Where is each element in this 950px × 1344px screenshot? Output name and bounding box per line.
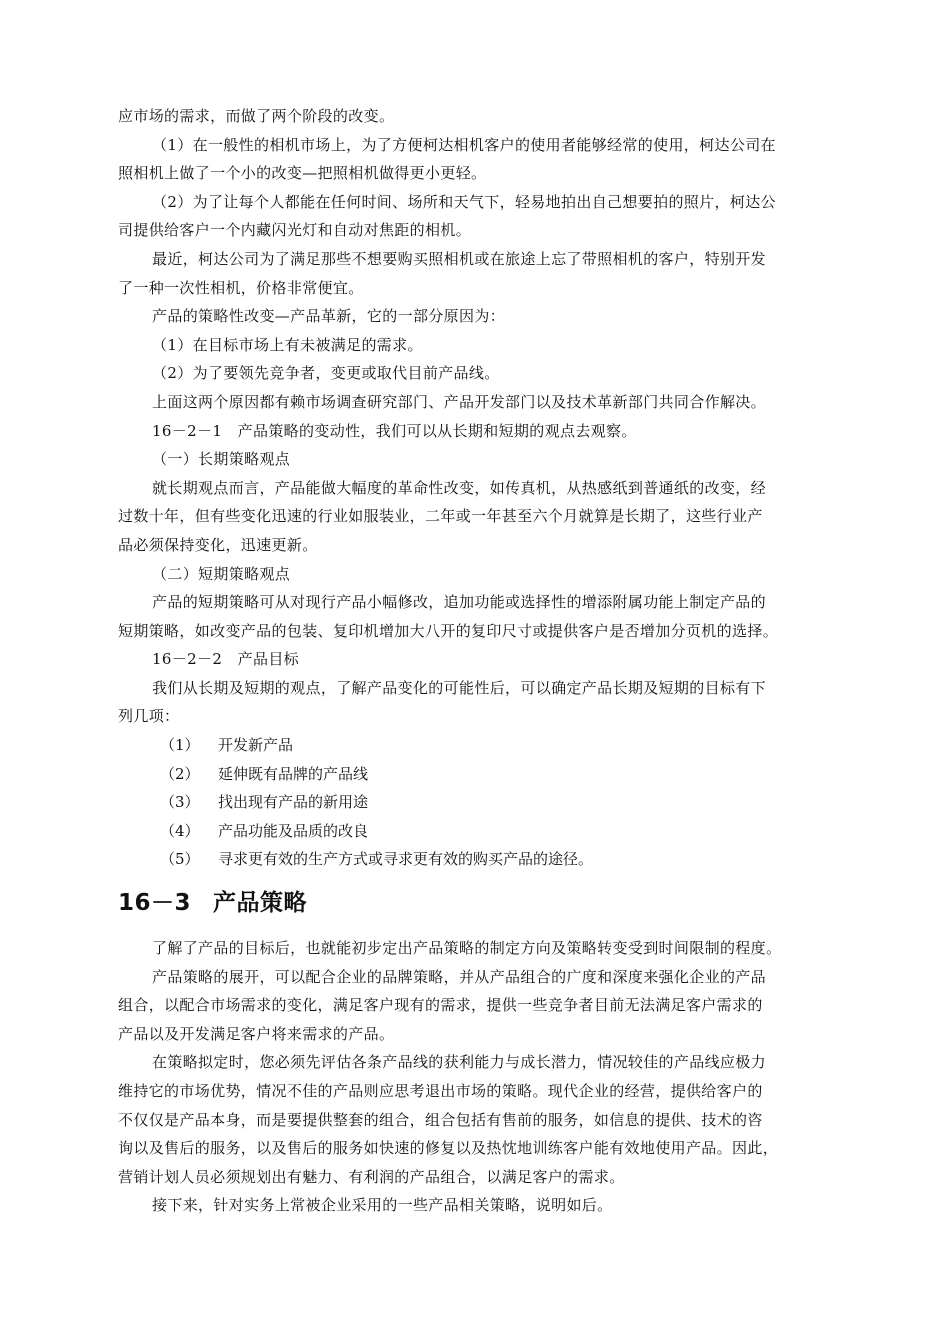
section-number: 16－3 [118, 890, 192, 917]
text-line: 不仅仅是产品本身，而是要提供整套的组合，组合包括有售前的服务，如信息的提供、技术的咨 [118, 1110, 763, 1129]
text-line: 维持它的市场优势，情况不佳的产品则应思考退出市场的策略。现代企业的经营，提供给客户的 [118, 1082, 763, 1100]
list-item-number: （1） [160, 736, 200, 755]
section-title: 产品策略 [213, 890, 308, 917]
text-line: 产品策略的展开，可以配合企业的品牌策略，并从产品组合的广度和深度来强化企业的产品 [152, 967, 767, 986]
text-line: 16－2－1 产品策略的变动性，我们可以从长期和短期的观点去观察。 [152, 421, 637, 440]
list-item-number: （5） [160, 850, 200, 869]
text-line: 短期策略，如改变产品的包装、复印机增加大八开的复印尺寸或提供客户是否增加分页机的选择。 [118, 621, 779, 640]
text-line: 了一种一次性相机，价格非常便宜。 [118, 278, 364, 297]
text-line: （2）为了要领先竞争者，变更或取代目前产品线。 [152, 364, 500, 383]
text-line: （一）长期策略观点 [152, 450, 291, 469]
list-item [118, 731, 836, 760]
section-heading [118, 886, 836, 920]
text-line: （2）为了让每个人都能在任何时间、场所和天气下，轻易地拍出自己想要拍的照片，柯达公 [152, 192, 776, 211]
text-line: 就长期观点而言，产品能做大幅度的革命性改变，如传真机，从热感纸到普通纸的改变，经 [152, 478, 767, 497]
text-line: 品必须保持变化，迅速更新。 [118, 535, 318, 554]
list-item [118, 845, 836, 874]
text-line: 照相机上做了一个小的改变—把照相机做得更小更轻。 [118, 164, 487, 183]
objective-list [118, 731, 836, 874]
list-item-text: 寻求更有效的生产方式或寻求更有效的购买产品的途径。 [218, 850, 594, 869]
text-line: 产品的短期策略可从对现行产品小幅修改，追加功能或选择性的增添附属功能上制定产品的 [152, 593, 767, 612]
list-item-number: （2） [160, 764, 200, 783]
text-line: 最近，柯达公司为了满足那些不想要购买照相机或在旅途上忘了带照相机的客户，特别开发 [152, 249, 767, 268]
text-line: 在策略拟定时，您必须先评估各条产品线的获利能力与成长潜力，情况较佳的产品线应极力 [152, 1053, 767, 1072]
list-item [118, 760, 836, 789]
text-line: 询以及售后的服务，以及售后的服务如快速的修复以及热忱地训练客户能有效地使用产品。因此， [118, 1139, 779, 1158]
text-line: 司提供给客户一个内藏闪光灯和自动对焦距的相机。 [118, 221, 472, 240]
list-item-text: 延伸既有品牌的产品线 [218, 764, 369, 783]
text-line: 了解了产品的目标后，也就能初步定出产品策略的制定方向及策略转变受到时间限制的程度。 [152, 939, 782, 958]
list-item-text: 开发新产品 [218, 736, 294, 755]
list-item-text: 产品功能及品质的改良 [218, 821, 369, 840]
list-item [118, 817, 836, 846]
list-item-number: （4） [160, 821, 200, 840]
text-line: 过数十年，但有些变化迅速的行业如服装业，二年或一年甚至六个月就算是长期了，这些行业产 [118, 507, 763, 526]
text-line: 16－2－2 产品目标 [152, 650, 300, 669]
text-line: 产品的策略性改变—产品革新，它的一部分原因为： [152, 307, 506, 326]
document-page [118, 102, 836, 1220]
list-item [118, 788, 836, 817]
text-line: 应市场的需求，而做了两个阶段的改变。 [118, 107, 395, 125]
text-line: 接下来，针对实务上常被企业采用的一些产品相关策略，说明如后。 [152, 1196, 613, 1215]
list-item-number: （3） [160, 793, 200, 812]
text-line: 列几项： [118, 707, 180, 726]
text-line: 上面这两个原因都有赖市场调查研究部门、产品开发部门以及技术革新部门共同合作解决。 [152, 392, 767, 411]
text-line: （1）在目标市场上有未被满足的需求。 [152, 335, 423, 354]
body-text-block-a [118, 102, 836, 731]
text-line: 产品以及开发满足客户将来需求的产品。 [118, 1024, 395, 1043]
text-line: （二）短期策略观点 [152, 564, 291, 583]
text-line: （1）在一般性的相机市场上，为了方便柯达相机客户的使用者能够经常的使用，柯达公司在 [152, 135, 776, 154]
text-line: 营销计划人员必须规划出有魅力、有利润的产品组合，以满足客户的需求。 [118, 1167, 625, 1186]
body-text-block-b [118, 934, 836, 1220]
list-item-text: 找出现有产品的新用途 [218, 793, 369, 812]
text-line: 组合，以配合市场需求的变化，满足客户现有的需求，提供一些竞争者目前无法满足客户需求的 [118, 996, 763, 1015]
text-line: 我们从长期及短期的观点，了解产品变化的可能性后，可以确定产品长期及短期的目标有下 [152, 678, 767, 697]
